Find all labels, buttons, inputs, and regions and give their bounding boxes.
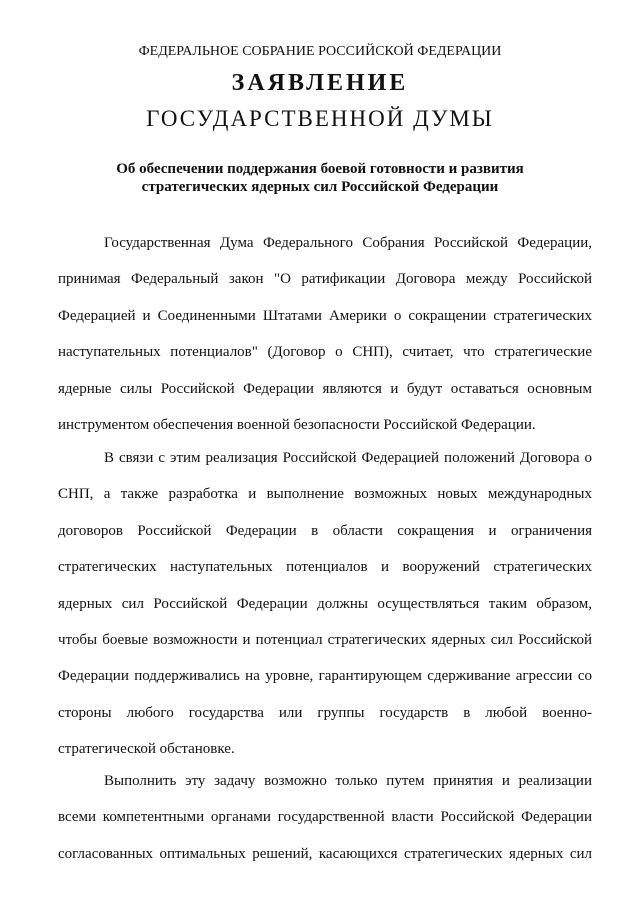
- heading-line: стратегических ядерных сил Российской Федерации: [141, 179, 499, 195]
- heading-line: Об обеспечении поддержания боевой готовности и развития: [116, 161, 524, 177]
- text-line: стороны любого государства или группы государств в любой военно-: [58, 704, 592, 721]
- text-line: принимая Федеральный закон "О ратификации Договора между Российской: [58, 271, 592, 288]
- text-line: Федерацией и Соединенными Штатами Америки о сокращении стратегических: [58, 307, 592, 324]
- text-line: согласованных оптимальных решений, касающихся стратегических ядерных сил: [58, 845, 592, 862]
- text-line: Государственная Дума Федерального Собрания Российской Федерации,: [104, 235, 592, 251]
- paragraph-2: [58, 440, 592, 768]
- document-subtitle: ГОСУДАРСТВЕННОЙ ДУМЫ: [146, 106, 494, 131]
- paragraph-3: [58, 763, 592, 872]
- text-line: наступательных потенциалов" (Договор о СНП), считает, что стратегические: [58, 344, 592, 361]
- text-line: ядерных сил Российской Федерации должны осуществляться таким образом,: [58, 595, 592, 612]
- text-line: В связи с этим реализация Российской Федерацией положений Договора о: [104, 450, 592, 466]
- text-line: всеми компетентными органами государственной власти Российской Федерации: [58, 809, 592, 826]
- text-line: стратегической обстановке.: [58, 741, 235, 758]
- text-line: договоров Российской Федерации в области сокращения и ограничения: [58, 522, 592, 539]
- text-line: инструментом обеспечения военной безопасности Российской Федерации.: [58, 417, 536, 434]
- text-line: ядерные силы Российской Федерации являются и будут оставаться основным: [58, 380, 592, 397]
- text-line: Выполнить эту задачу возможно только путем принятия и реализации: [104, 773, 592, 789]
- paragraph-1: [58, 225, 592, 443]
- organization-name: ФЕДЕРАЛЬНОЕ СОБРАНИЕ РОССИЙСКОЙ ФЕДЕРАЦИИ: [138, 44, 502, 59]
- text-line: СНП, а также разработка и выполнение возможных новых международных: [58, 486, 592, 503]
- text-line: Федерации поддерживались на уровне, гарантирующем сдерживание агрессии со: [58, 668, 592, 685]
- text-line: стратегических наступательных потенциалов и вооружений стратегических: [58, 559, 592, 576]
- text-line: чтобы боевые возможности и потенциал стратегических ядерных сил Российской: [58, 632, 592, 649]
- document-heading: [60, 160, 580, 196]
- document-title: ЗАЯВЛЕНИЕ: [231, 70, 409, 96]
